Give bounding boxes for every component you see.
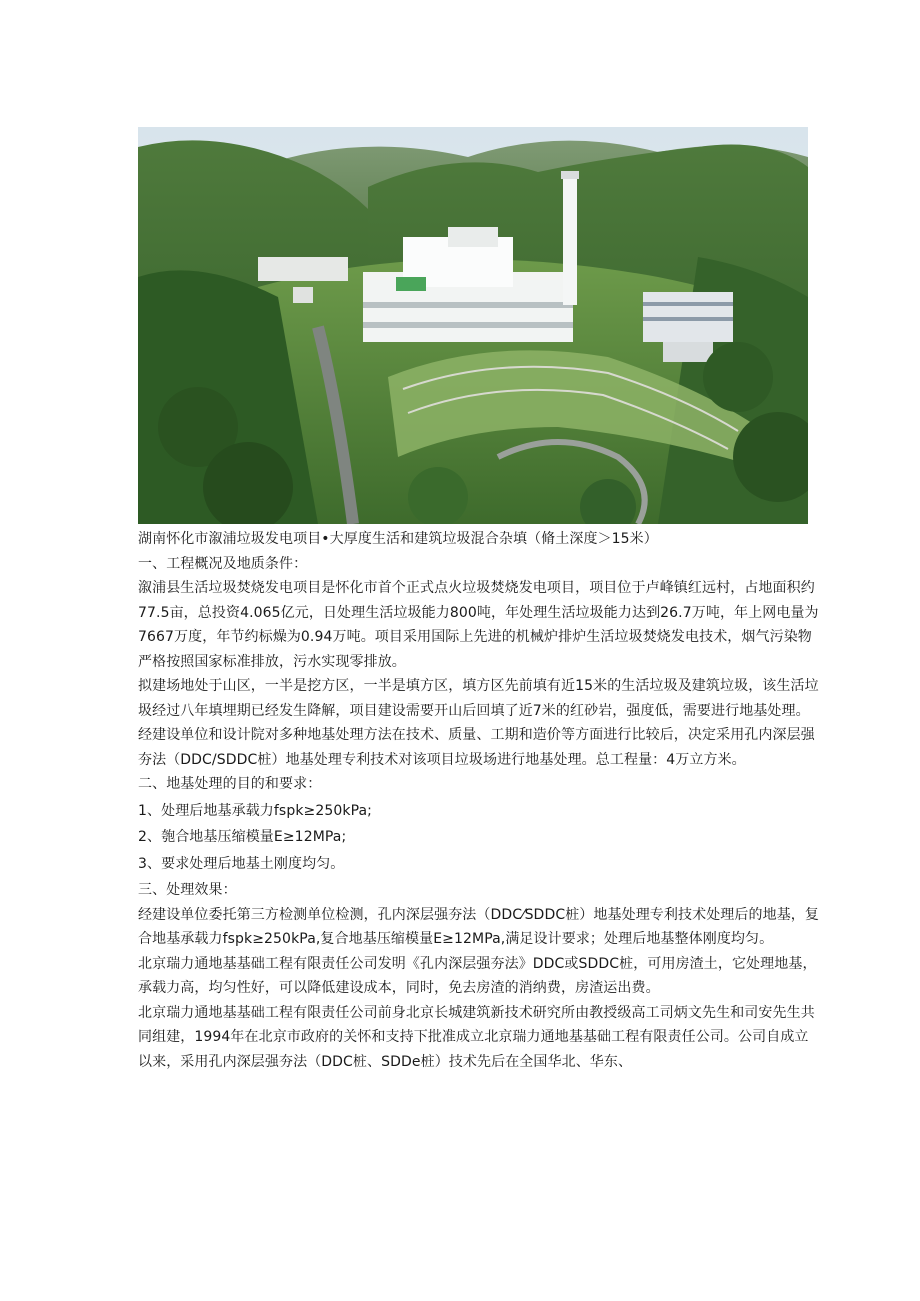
paragraph: 北京瑞力通地基基础工程有限责任公司前身北京长城建筑新技术研究所由教授级高工司炳文先生和司安先生共同组建，1994年在北京市政府的关怀和支持下批准成立北京瑞力通地基基础工程有限责任公司。公司自成立以来，采用孔内深层强夯法（DDC桩、SDDe桩）技术先后在全国华北、华东、 — [138, 1004, 815, 1070]
project-rendering-illustration — [138, 127, 808, 524]
section-heading-requirements: 二、地基处理的目的和要求： — [138, 776, 322, 792]
paragraph: 经建设单位委托第三方检测单位检测，孔内深层强夯法（DDC⁄SDDC桩）地基处理专利技术处理后的地基，复合地基承载力fspk≥250kPa,复合地基压缩模量E≥12MPa,满足设计要求；处理后地基整体刚度均匀。 — [138, 906, 819, 947]
image-caption: 湖南怀化市溆浦垃圾发电项目•大厚度生活和建筑垃圾混合杂填（脩土深度＞15米） — [138, 531, 658, 547]
project-rendering-image — [138, 127, 808, 524]
paragraph: 北京瑞力通地基基础工程有限责任公司发明《孔内深层强夯法》DDC或SDDC桩，可用房渣土，它处理地基，承载力高，均匀性好，可以降低建设成本，同时，免去房渣的消纳费，房渣运出费。 — [138, 955, 817, 996]
section-heading-results: 三、处理效果： — [138, 882, 237, 898]
list-item: 2、匏合地基压缩模量E≥12MPa; — [138, 829, 347, 845]
section-heading-overview: 一、工程概况及地质条件： — [138, 555, 308, 572]
paragraph: 经建设单位和设计院对多种地基处理方法在技术、质量、工期和造价等方面进行比较后，决定采用孔内深层强夯法（DDC/SDDC桩）地基处理专利技术对该项目垃圾场进行地基处理。总工程量：4万立方米。 — [138, 727, 815, 768]
article-body — [138, 527, 822, 1074]
list-item: 1、处理后地基承载力fspk≥250kPa; — [138, 802, 372, 819]
paragraph: 溆浦县生活垃圾焚烧发电项目是怀化市首个正式点火垃圾焚烧发电项目，项目位于卢峰镇红远村，占地面积约77.5亩，总投资4.065亿元，日处理生活垃圾能力800吨，年处理生活垃圾能力达到26.7万吨，年上网电量为7667万度，年节约标燥为0.94万吨。项目采用国际上先进的机械炉排炉生活垃圾焚烧发电技术，烟气污染物严格按照国家标准排放，污水实现零排放。 — [138, 580, 819, 670]
paragraph: 拟建场地处于山区，一半是挖方区，一半是填方区，填方区先前填有近15米的生活垃圾及建筑垃圾，该生活垃圾经过八年填埋期已经发生降解，项目建设需要开山后回填了近7米的红砂岩，强度低，需要进行地基处理。 — [138, 678, 819, 719]
list-item: 3、要求处理后地基土刚度均匀。 — [138, 855, 345, 872]
